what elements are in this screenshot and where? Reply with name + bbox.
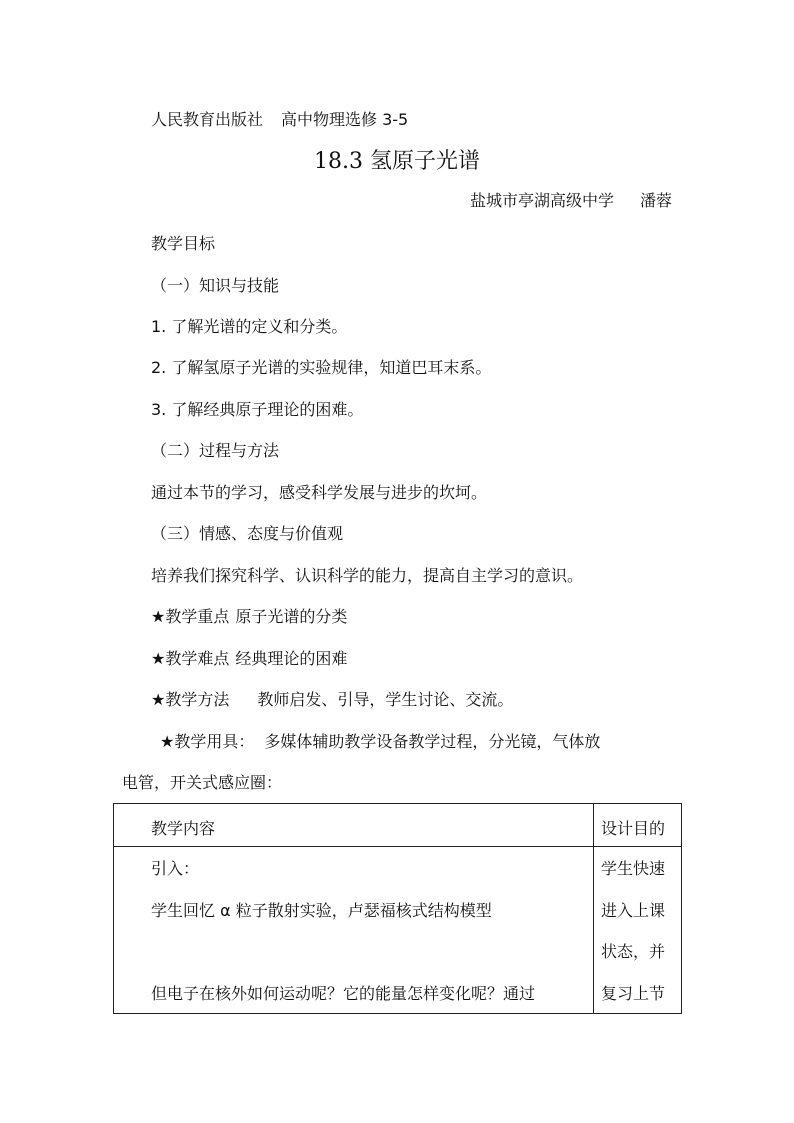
difficulty-value: 经典理论的困难	[235, 649, 348, 668]
publisher-name: 人民教育出版社	[151, 110, 264, 129]
knowledge-item-1: 1. 了解光谱的定义和分类。	[151, 317, 348, 336]
knowledge-item-3: 3. 了解经典原子理论的困难。	[151, 400, 364, 419]
goal-line-1: 学生快速	[601, 859, 666, 878]
goal-line-2: 进入上课	[601, 901, 666, 920]
book-name: 高中物理选修 3-5	[281, 110, 409, 129]
focus-value: 原子光谱的分类	[235, 607, 348, 626]
lesson-table	[113, 803, 682, 1014]
focus-label: 教学重点	[165, 607, 230, 626]
content-line-3: 但电子在核外如何运动呢？它的能量怎样变化呢？通过	[151, 984, 536, 1003]
author-name: 潘蓉	[639, 191, 672, 210]
header-line	[151, 110, 408, 130]
focus-line	[151, 607, 347, 627]
process-text: 通过本节的学习，感受科学发展与进步的坎坷。	[151, 483, 488, 502]
star-icon: ★	[151, 649, 166, 668]
star-icon: ★	[151, 607, 166, 626]
content-line-2: 学生回忆 α 粒子散射实验，卢瑟福核式结构模型	[151, 901, 492, 920]
content-cell	[114, 847, 594, 1014]
tools-value: 多媒体辅助教学设备教学过程，分光镜，气体放	[264, 732, 601, 751]
knowledge-item-2: 2. 了解氢原子光谱的实验规律，知道巴耳末系。	[151, 358, 492, 377]
star-icon: ★	[151, 690, 166, 709]
tools-line	[160, 732, 600, 752]
method-line	[151, 690, 513, 710]
method-value: 教师启发、引导，学生讨论、交流。	[257, 690, 514, 709]
tools-label: 教学用具：	[174, 732, 255, 751]
difficulty-label: 教学难点	[165, 649, 230, 668]
goal-line-4: 复习上节	[601, 984, 666, 1003]
tools-line-2: 电管，开关式感应圈：	[122, 773, 283, 792]
process-heading: （二）过程与方法	[151, 441, 280, 460]
author-school: 盐城市亭湖高级中学	[469, 191, 614, 210]
goal-cell	[594, 847, 682, 1014]
table-header-content	[114, 804, 594, 847]
emotion-text: 培养我们探究科学、认识科学的能力，提高自主学习的意识。	[151, 566, 584, 585]
goal-line-3: 状态，并	[601, 942, 666, 961]
header-goal-label: 设计目的	[601, 819, 666, 838]
table-row	[114, 847, 682, 1014]
method-label: 教学方法	[165, 690, 230, 709]
difficulty-line	[151, 649, 347, 669]
knowledge-heading: （一）知识与技能	[151, 276, 280, 295]
star-icon: ★	[160, 732, 175, 751]
emotion-heading: （三）情感、态度与价值观	[151, 524, 344, 543]
page-title: 18.3 氢原子光谱	[314, 149, 480, 174]
objectives-heading: 教学目标	[151, 234, 216, 253]
table-header-goal	[594, 804, 682, 847]
content-line-1: 引入：	[151, 859, 200, 878]
author-line	[470, 191, 672, 211]
header-content-label: 教学内容	[151, 819, 216, 838]
table-header-row	[114, 804, 682, 847]
